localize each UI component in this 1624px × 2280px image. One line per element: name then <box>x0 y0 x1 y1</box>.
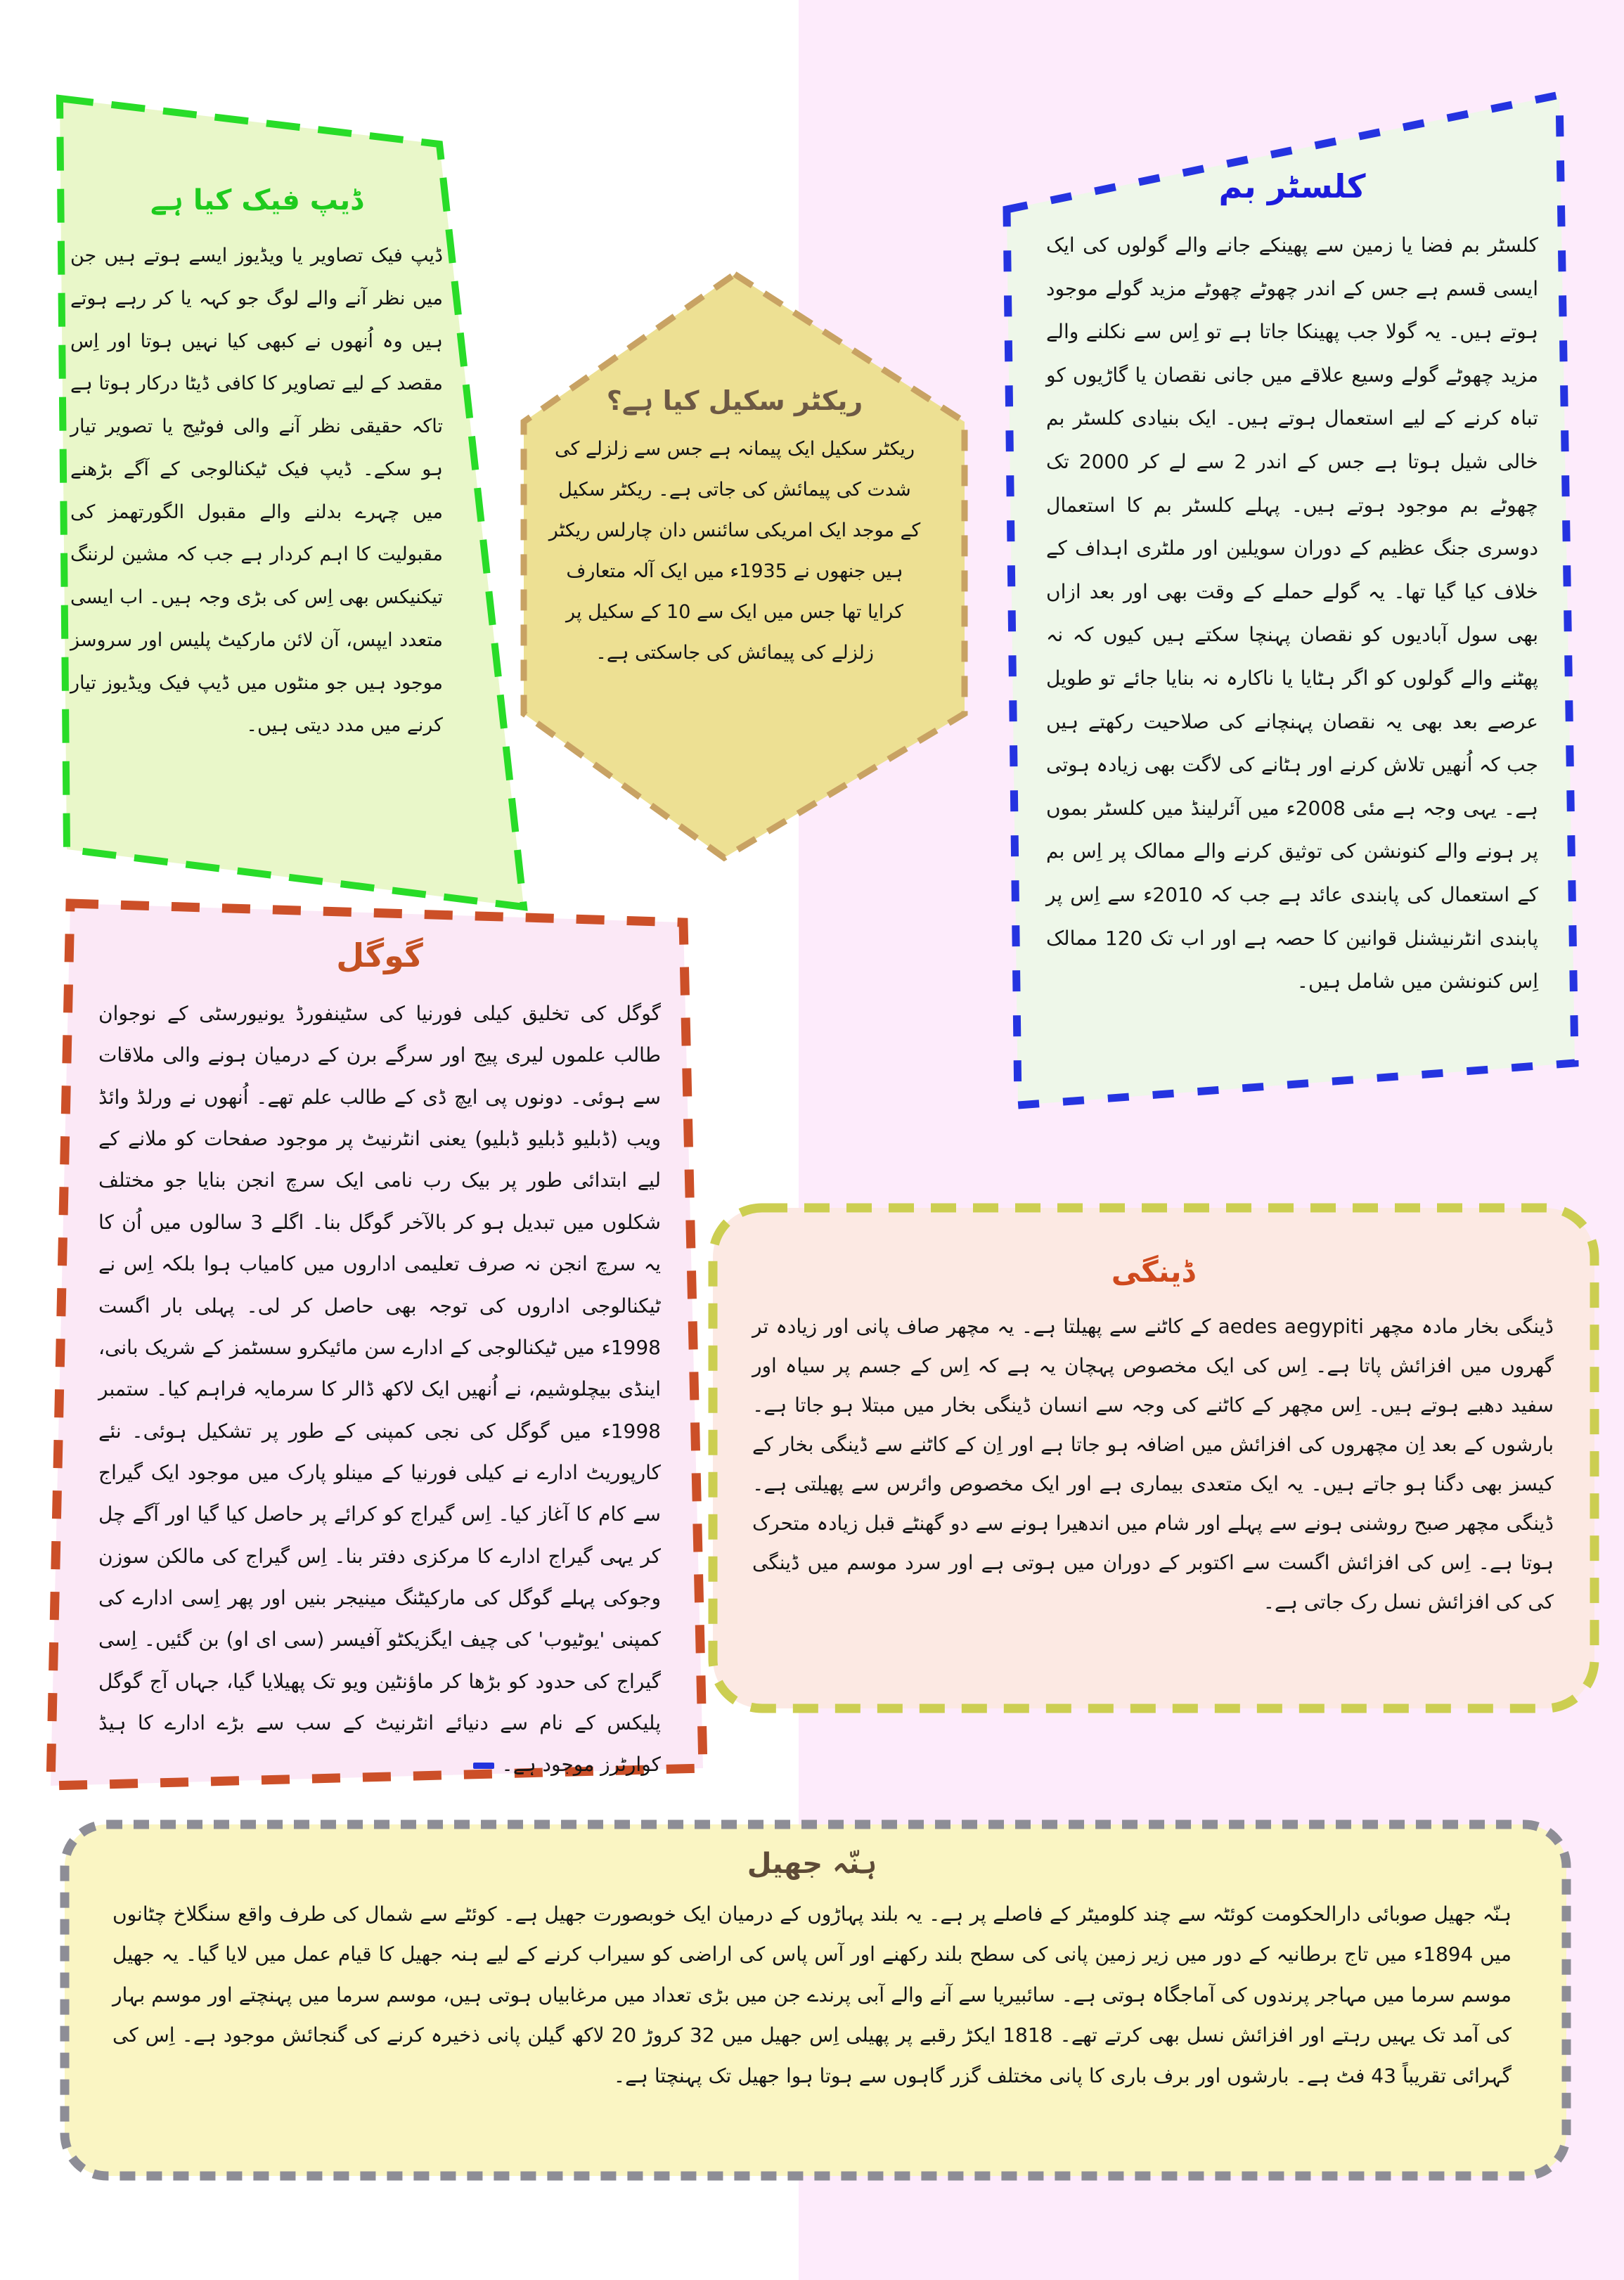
google-body <box>98 993 661 1786</box>
hanna-body: ہنّہ جھیل صوبائی دارالحکومت کوئٹہ سے چند کلومیٹر کے فاصلے پر ہے۔ یہ بلند پہاڑوں کے درمیان ایک خوبصورت جھیل ہے۔ کوئٹے سے شمال کی طرف واقع سنگلاخ چٹانوں میں 1894ء میں تاج برطانیہ کے دور میں زیر زمین پانی کی سطح بلند رکھنے اور آس پاس کی اراضی کو سیراب کرنے کے لیے ہنہ جھیل کا قیام عمل میں لایا گیا۔ یہ جھیل موسم سرما میں مہاجر پرندوں کی آماجگاہ ہوتی ہے۔ سائبیریا سے آنے والے آبی پرندے جن میں بڑی تعداد میں مرغابیاں ہوتی ہیں، موسم سرما میں پہنچتے اور موسم بہار کی آمد تک یہیں رہتے اور افزائش نسل بھی کرتے تھے۔ 1818 ایکڑ رقبے پر پھیلی اِس جھیل میں 32 کروڑ 20 لاکھ گیلن پانی ذخیرہ کرنے کی گنجائش موجود ہے۔ اِس کی گہرائی تقریباً 43 فٹ ہے۔ بارشوں اور برف باری کا پانی مختلف گزر گاہوں سے ہوتا ہوا جھیل تک پہنچتا ہے۔ <box>112 1902 1512 2087</box>
hanna-title: ہنّہ جھیل <box>747 1848 877 1880</box>
richter-body: ریکٹر سکیل ایک پیمانہ ہے جس سے زلزلے کی شدت کی پیمائش کی جاتی ہے۔ ریکٹر سکیل کے موجد ایک امریکی سائنس دان چارلس ریکٹر ہیں جنھوں نے 1935ء میں ایک آلہ متعارف کرایا تھا جس میں ایک سے 10 کے سکیل پر زلزلے کی پیمائش کی جاسکتی ہے۔ <box>548 438 921 664</box>
google-end-mark <box>473 1763 494 1769</box>
richter-title: ریکٹر سکیل کیا ہے؟ <box>606 385 863 416</box>
google-card <box>98 936 661 1786</box>
cluster-bomb-card <box>1046 167 1538 1003</box>
google-body-text: گوگل کی تخلیق کیلی فورنیا کی سٹینفورڈ یونیورسٹی کے نوجوان طالب علموں لیری پیج اور سرگے برن کے درمیان ہونے والی ملاقات سے ہوئی۔ دونوں پی ایچ ڈی کے طالب علم تھے۔ اُنھوں نے ورلڈ وائڈ ویب (ڈبلیو ڈبلیو ڈبلیو) یعنی انٹرنیٹ پر موجود صفحات کو ملانے کے لیے ابتدائی طور پر بیک رب نامی ایک سرچ انجن بنایا جو مختلف شکلوں میں تبدیل ہو کر بالآخر گوگل بنا۔ اگلے 3 سالوں میں اُن کا یہ سرچ انجن نہ صرف تعلیمی اداروں میں کامیاب ہوا بلکہ اِس نے ٹیکنالوجی اداروں کی توجہ بھی حاصل کر لی۔ پہلی بار اگست 1998ء میں ٹیکنالوجی کے ادارے سن مائیکرو سسٹمز کے شریک بانی، اینڈی بیچلوشیم، نے اُنھیں ایک لاکھ ڈالر کا سرمایہ فراہم کیا۔ ستمبر 1998ء میں گوگل کی نجی کمپنی کے طور پر تشکیل ہوئی۔ نئے کارپوریٹ ادارے نے کیلی فورنیا کے مینلو پارک میں موجود ایک گیراج سے کام کا آغاز کیا۔ اِس گیراج کو کرائے پر حاصل کیا گیا اور آگے چل کر یہی گیراج ادارے کا مرکزی دفتر بنا۔ اِس گیراج کی مالکن سوزن وجوکی پہلے گوگل کی مارکیٹنگ مینیجر بنیں اور پھر اِسی ادارے کی کمپنی 'یوٹیوب' کی چیف ایگزیکٹو آفیسر (سی ای او) بن گئیں۔ اِسی گیراج کی حدود کو بڑھا کر ماؤنٹین ویو تک پھیلایا گیا، جہاں آج گوگل پلیکس کے نام سے دنیائے انٹرنیٹ کے سب سے بڑے ادارے کا ہیڈ کوارٹرز موجود ہے۔ <box>98 1002 661 1777</box>
dengue-card <box>752 1254 1554 1622</box>
cluster-body: کلسٹر بم فضا یا زمین سے پھینکے جانے والے گولوں کی ایک ایسی قسم ہے جس کے اندر چھوٹے چھوٹے مزید گولے موجود ہوتے ہیں۔ یہ گولا جب پھینکا جاتا ہے تو اِس سے نکلنے والے مزید چھوٹے گولے وسیع علاقے میں جانی نقصان یا گاڑیوں کو تباہ کرنے کے لیے استعمال ہوتے ہیں۔ ایک بنیادی کلسٹر بم خالی شیل ہوتا ہے جس کے اندر 2 سے لے کر 2000 تک چھوٹے بم موجود ہوتے ہیں۔ پہلے کلسٹر بم کا استعمال دوسری جنگ عظیم کے دوران سویلین اور ملٹری اہداف کے خلاف کیا گیا تھا۔ یہ گولے حملے کے وقت بھی اور بعد ازاں بھی سول آبادیوں کو نقصان پہنچا سکتے ہیں کیوں کہ نہ پھٹنے والے گولوں کو اگر ہٹایا یا ناکارہ نہ بنایا جائے تو طویل عرصے بعد بھی یہ نقصان پہنچانے کی صلاحیت رکھتے ہیں جب کہ اُنھیں تلاش کرنے اور ہٹانے کی لاگت بھی زیادہ ہوتی ہے۔ یہی وجہ ہے مئی 2008ء میں آئرلینڈ میں کلسٹر بموں پر ہونے والے کنونشن کی توثیق کرنے والے ممالک پر اِس بم کے استعمال کی پابندی عائد ہے جب کہ 2010ء سے اِس پر پابندی انٹرنیشنل قوانین کا حصہ ہے اور اب تک 120 ممالک اِس کنونشن میں شامل ہیں۔ <box>1046 233 1538 993</box>
hanna-lake-card <box>112 1848 1512 2096</box>
deepfake-card <box>70 184 443 747</box>
dengue-body: ڈینگی بخار مادہ مچھر aedes aegypiti کے کاٹنے سے پھیلتا ہے۔ یہ مچھر صاف پانی اور زیادہ تر گھروں میں افزائش پاتا ہے۔ اِس کی ایک مخصوص پہچان یہ ہے کہ اِس کے جسم پر سیاہ اور سفید دھبے ہوتے ہیں۔ اِس مچھر کے کاٹنے کی وجہ سے انسان ڈینگی بخار میں مبتلا ہو جاتا ہے۔ بارشوں کے بعد اِن مچھروں کی افزائش میں اضافہ ہو جاتا ہے اور اِن کے کاٹنے سے ڈینگی بخار کے کیسز بھی دگنا ہو جاتے ہیں۔ یہ ایک متعدی بیماری ہے اور ایک مخصوص وائرس سے پھیلتی ہے۔ ڈینگی مچھر صبح روشنی ہونے سے پہلے اور شام میں اندھیرا ہونے سے دو گھنٹے قبل زیادہ متحرک ہوتا ہے۔ اِس کی افزائش اگست سے اکتوبر کے دوران میں ہوتی ہے اور سرد موسم میں ڈینگی کی کی افزائش نسل رک جاتی ہے۔ <box>752 1315 1554 1614</box>
dengue-title: ڈینگی <box>1111 1254 1195 1289</box>
richter-card <box>548 385 921 674</box>
deepfake-title: ڈیپ فیک کیا ہے <box>150 184 363 217</box>
google-title: گوگل <box>336 936 423 974</box>
cluster-title: کلسٹر بم <box>1218 167 1366 205</box>
deepfake-body: ڈیپ فیک تصاویر یا ویڈیوز ایسے ہوتے ہیں جن میں نظر آنے والے لوگ جو کہہ یا کر رہے ہوتے ہیں وہ اُنھوں نے کبھی کیا نہیں ہوتا اور اِس مقصد کے لیے تصاویر کا کافی ڈیٹا درکار ہوتا ہے تاکہ حقیقی نظر آنے والی فوٹیج یا تصویر تیار ہو سکے۔ ڈیپ فیک ٹیکنالوجی کے آگے بڑھنے میں چہرے بدلنے والے مقبول الگورتھمز کی مقبولیت کا اہم کردار ہے جب کہ مشین لرننگ تیکنیکس بھی اِس کی بڑی وجہ ہیں۔ اب ایسی متعدد ایپس، آن لائن مارکیٹ پلیس اور سروسز موجود ہیں جو منٹوں میں ڈیپ فیک ویڈیوز تیار کرنے میں مدد دیتی ہیں۔ <box>70 245 443 737</box>
